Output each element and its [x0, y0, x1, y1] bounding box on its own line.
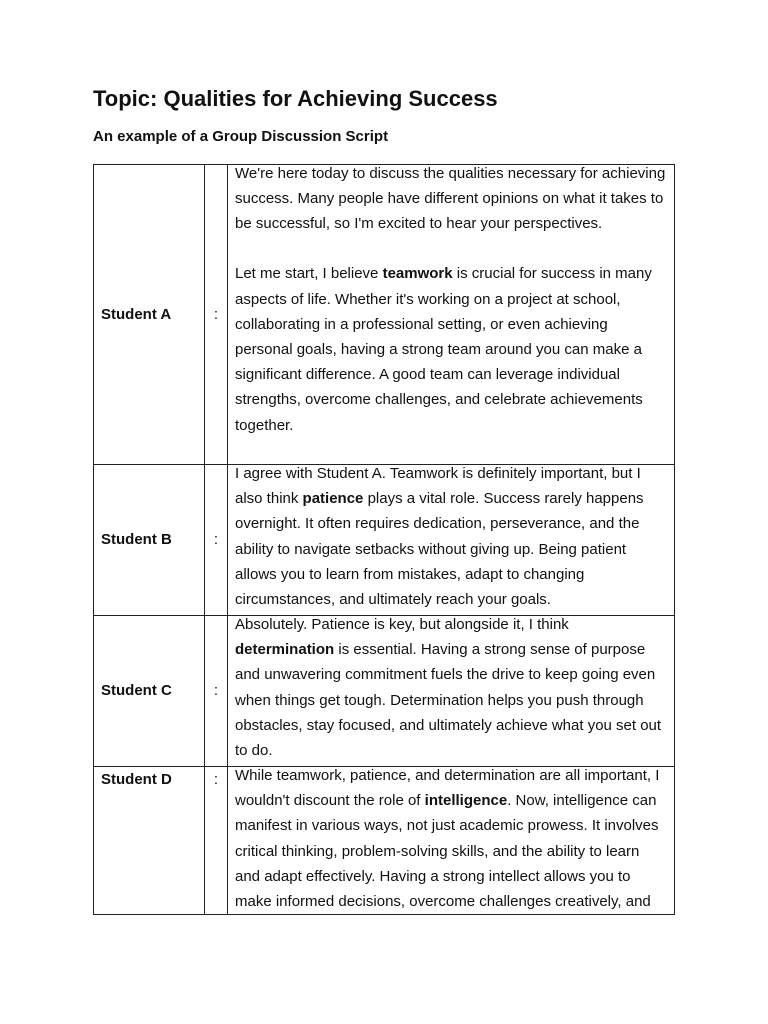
dialogue-paragraph [235, 165, 668, 237]
dialogue-body [235, 616, 668, 763]
page-title: Topic: Qualities for Achieving Success [93, 86, 498, 111]
table-row-student-d [94, 767, 675, 915]
keyword-highlight: determination [235, 641, 335, 659]
text-run: Absolutely. Patience is key, but alongside it, I think [235, 616, 569, 633]
dialogue-text [228, 165, 675, 465]
text-run: is essential. Having a strong sense of purpose and unwavering commitment fuels the drive to keep going even when things get tough. Determination helps you push through obstacles, stay focused, and ultimately achieve what you set out to do. [235, 641, 662, 760]
dialogue-paragraph [235, 616, 668, 763]
table-row-student-a [94, 165, 675, 465]
dialogue-paragraph [235, 261, 668, 437]
table-row-student-c [94, 616, 675, 767]
keyword-highlight: patience [302, 490, 364, 508]
text-run: is crucial for success in many aspects of life. Whether it's working on a project at school, collaborating in a professional setting, or even achieving personal goals, having a strong team around you can make a significant difference. A good team can leverage individual strengths, overcome challenges, and celebrate achievements together. [235, 265, 652, 434]
keyword-highlight: intelligence [424, 792, 508, 810]
table-row-student-b [94, 465, 675, 616]
speaker-name: Student D [94, 767, 205, 915]
dialogue-paragraph [235, 465, 668, 612]
text-run: We're here today to discuss the qualities necessary for achieving success. Many people have different opinions on what it takes to be successful, so I'm excited to hear your perspectives. [235, 165, 666, 233]
separator-colon: : [205, 165, 228, 465]
text-run: plays a vital role. Success rarely happens overnight. It often requires dedication, perseverance, and the ability to navigate setbacks without giving up. Being patient allows you to learn from mistakes, adapt to changing circumstances, and ultimately reach your goals. [235, 490, 644, 609]
separator-colon: : [205, 767, 228, 915]
separator-colon: : [205, 616, 228, 767]
page-subtitle: An example of a Group Discussion Script [93, 128, 389, 145]
dialogue-body [235, 767, 668, 914]
speaker-name: Student C [94, 616, 205, 767]
dialogue-paragraph [235, 767, 668, 914]
speaker-name: Student B [94, 465, 205, 616]
text-run: While teamwork, patience, and determination are all important, I wouldn't discount the role of [235, 767, 660, 810]
discussion-script-table [93, 164, 675, 915]
keyword-highlight: teamwork [382, 265, 453, 283]
text-run: Let me start, I believe [235, 265, 383, 283]
dialogue-text [228, 767, 675, 915]
separator-colon: : [205, 465, 228, 616]
dialogue-text [228, 616, 675, 767]
text-run: . Now, intelligence can manifest in various ways, not just academic prowess. It involves critical thinking, problem-solving skills, and the ability to learn and adapt effectively. Having a strong intellect allows you to make informed decisions, overcome challenges creatively, and [235, 792, 659, 911]
dialogue-body [235, 465, 668, 612]
dialogue-text [228, 465, 675, 616]
dialogue-body [235, 165, 668, 438]
speaker-name: Student A [94, 165, 205, 465]
text-run: I agree with Student A. Teamwork is definitely important, but I also think [235, 465, 641, 508]
